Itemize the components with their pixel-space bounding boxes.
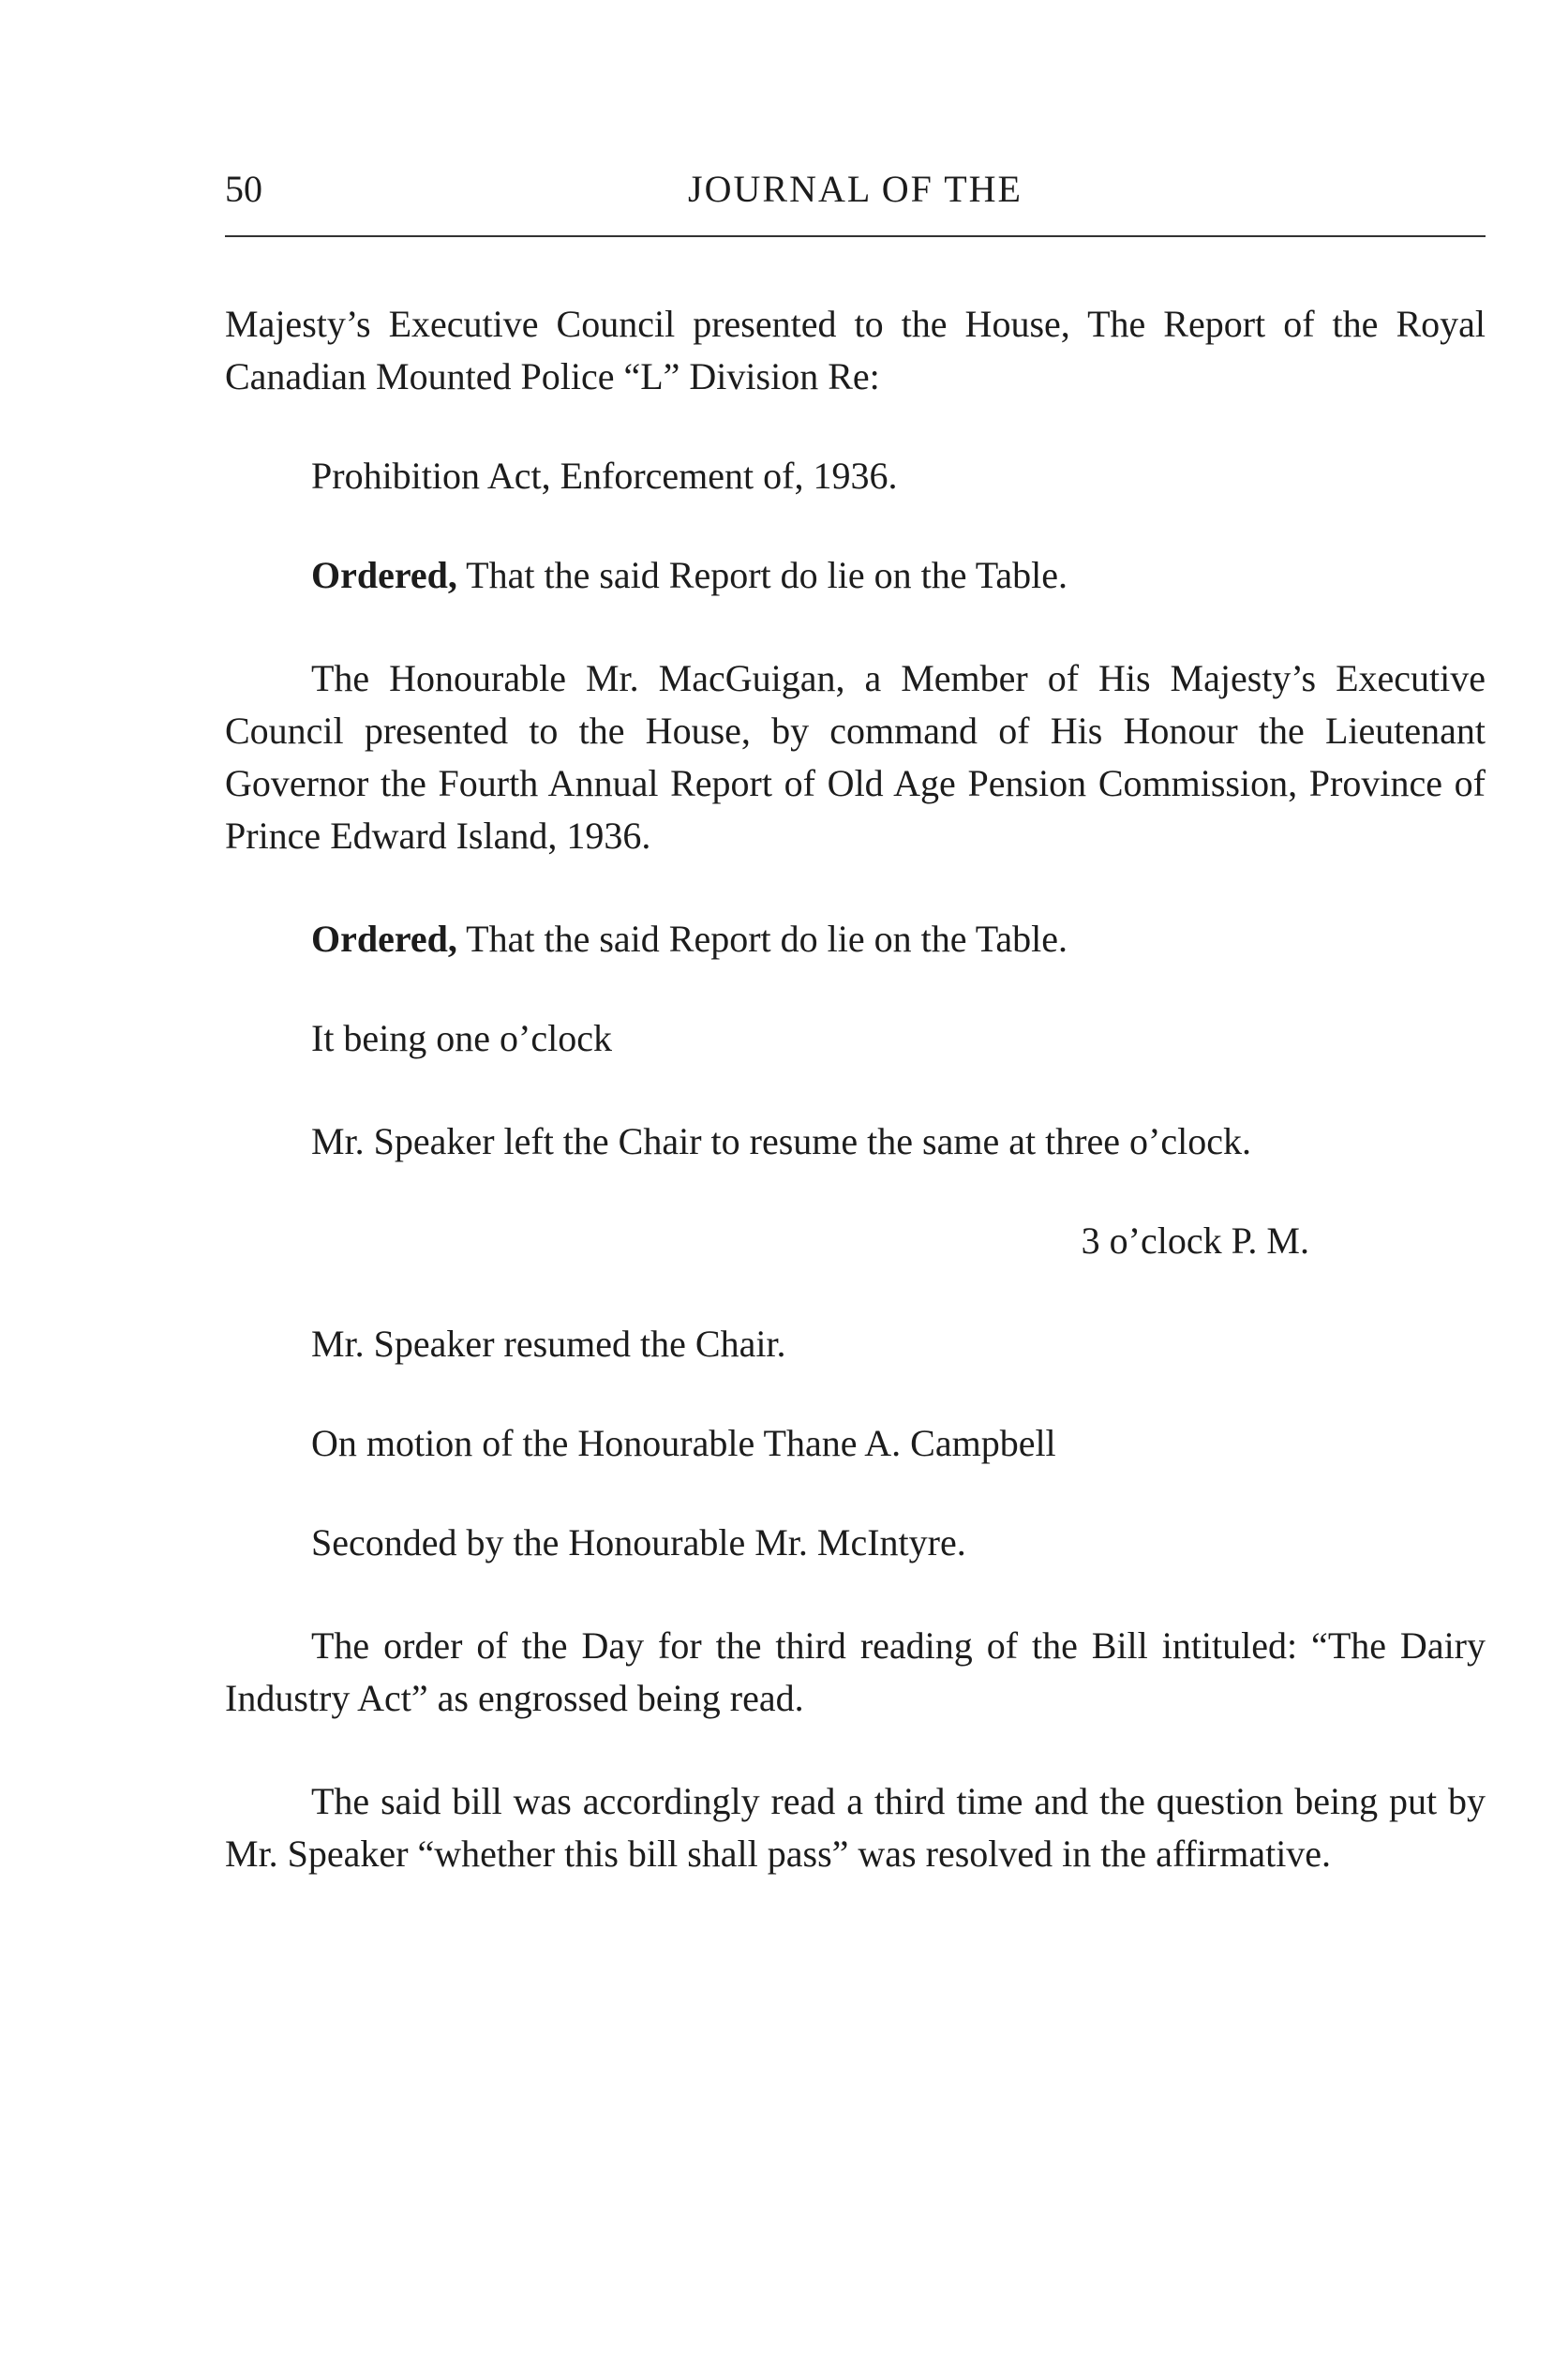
paragraph-speaker-left: Mr. Speaker left the Chair to resume the same at three o’clock. (311, 1120, 1251, 1162)
ordered-label: Ordered, (311, 918, 457, 960)
ordered-label: Ordered, (311, 554, 457, 596)
paragraph-prohibition-act: Prohibition Act, Enforcement of, 1936. (311, 455, 898, 497)
ordered-text: That the said Report do lie on the Table. (456, 554, 1068, 596)
paragraph-order-of-day: The order of the Day for the third reading of the Bill intituled: “The Dairy Industry Act” as engrossed being read. (225, 1624, 1486, 1719)
header-rule (225, 235, 1486, 237)
paragraph-ordered-2 (225, 913, 1486, 965)
paragraph-one-oclock: It being one o’clock (311, 1017, 612, 1059)
time-heading: 3 o’clock P. M. (1081, 1219, 1309, 1262)
running-head: JOURNAL OF THE (688, 168, 1023, 210)
paragraph-ordered-1 (225, 549, 1486, 602)
paragraph-motion: On motion of the Honourable Thane A. Campbell (311, 1422, 1056, 1464)
paragraph-speaker-resumed: Mr. Speaker resumed the Chair. (311, 1323, 786, 1365)
paragraph-report-presented: Majesty’s Executive Council presented to the House, The Report of the Royal Canadian Mounted Police “L” Division Re: (225, 303, 1486, 397)
paragraph-third-reading: The said bill was accordingly read a third time and the question being put by Mr. Speaker “whether this bill shall pass” was resolved in the affirmative. (225, 1780, 1486, 1875)
paragraph-macguigan-report: The Honourable Mr. MacGuigan, a Member of His Majesty’s Executive Council presented to the House, by command of His Honour the Lieutenant Governor the Fourth Annual Report of Old Age Pension Commission, Province of Prince Edward Island, 1936. (225, 657, 1486, 857)
ordered-text: That the said Report do lie on the Table. (456, 918, 1068, 960)
journal-body (225, 298, 1486, 1880)
page-number: 50 (225, 168, 262, 210)
page-header (225, 167, 1486, 223)
paragraph-seconded: Seconded by the Honourable Mr. McIntyre. (311, 1521, 966, 1564)
